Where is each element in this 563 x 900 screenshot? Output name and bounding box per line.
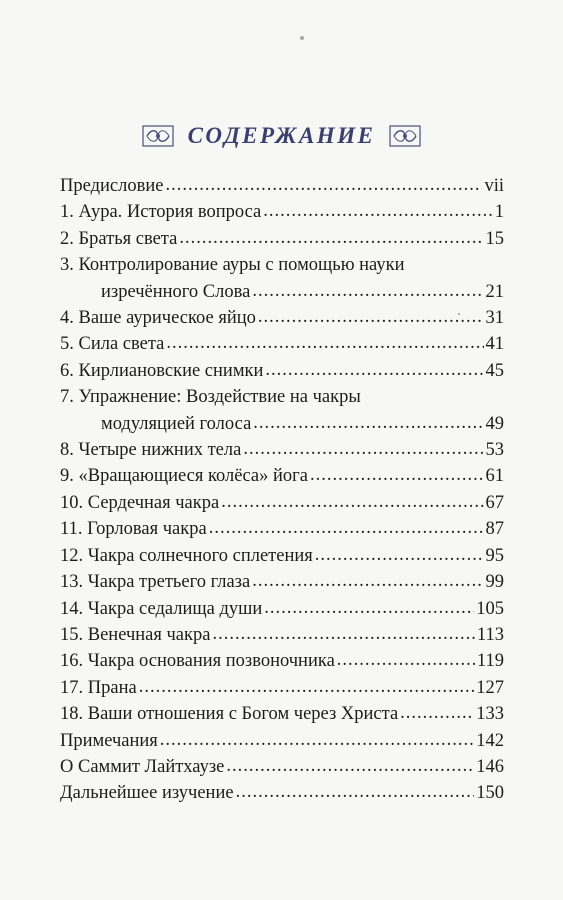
toc-entry-title: 13. Чакра третьего глаза xyxy=(60,572,251,593)
toc-entry-title: 15. Венечная чакра xyxy=(60,624,211,645)
toc-entry-page: 67 xyxy=(485,492,504,513)
toc-entry[interactable] xyxy=(60,543,504,569)
toc-entry[interactable] xyxy=(60,780,504,806)
toc-entry[interactable] xyxy=(60,358,504,384)
toc-entry-page: 45 xyxy=(485,360,504,381)
toc-entry-title: 11. Горловая чакра xyxy=(60,519,207,540)
toc-entry-page: 49 xyxy=(485,413,504,434)
dot-leader xyxy=(337,647,475,673)
dot-leader xyxy=(315,542,484,568)
dot-leader xyxy=(400,700,474,726)
dot-leader xyxy=(310,462,484,488)
toc-entry-title: Дальнейшее изучение xyxy=(60,783,234,804)
toc-entry-title: 9. «Вращающиеся колёса» йога xyxy=(60,466,308,487)
toc-entry-title: 17. Прана xyxy=(60,677,137,698)
toc-entry[interactable] xyxy=(60,648,504,674)
toc-entry-page: 87 xyxy=(485,519,504,540)
dot-leader xyxy=(212,621,474,647)
toc-entry-page: 113 xyxy=(476,624,504,645)
contents-title: СОДЕРЖАНИЕ xyxy=(187,123,376,148)
dot-leader xyxy=(166,330,483,356)
toc-entry-page: 31 xyxy=(485,308,504,329)
dot-leader xyxy=(160,727,474,753)
toc-entry-page: 99 xyxy=(485,572,504,593)
toc-entry[interactable] xyxy=(60,622,504,648)
toc-entry-title: Предисловие xyxy=(60,176,164,196)
toc-entry-title: 18. Ваши отношения с Богом через Христа xyxy=(60,704,399,725)
toc-entry[interactable] xyxy=(60,701,504,727)
toc-entry-title: 10. Сердечная чакра xyxy=(60,492,220,513)
toc-entry-page: 105 xyxy=(476,598,504,619)
dot-leader xyxy=(252,278,483,304)
toc-entry-page: 41 xyxy=(485,334,504,355)
dot-leader xyxy=(209,515,484,541)
dot-leader xyxy=(265,357,483,383)
toc-entry-title: Примечания xyxy=(60,730,158,751)
toc-entry-page: 127 xyxy=(476,677,504,698)
toc-entry-first-line[interactable]: 3. Контролирование ауры с помощью науки xyxy=(60,255,405,276)
print-speck xyxy=(300,36,304,40)
toc-entry-page: 119 xyxy=(476,651,504,672)
toc-entry[interactable] xyxy=(60,569,504,595)
toc-entry[interactable] xyxy=(60,728,504,754)
toc-entry-title: 2. Братья света xyxy=(60,228,178,249)
dot-leader xyxy=(139,674,475,700)
toc-entry[interactable] xyxy=(60,675,504,701)
toc-entry-title: 1. Аура. История вопроса xyxy=(60,202,262,223)
toc-entry-title: 5. Сила света xyxy=(60,334,165,355)
toc-entry[interactable] xyxy=(60,331,504,357)
right-ornament-icon xyxy=(389,125,421,147)
dot-leader xyxy=(226,753,474,779)
toc-entry-page: 95 xyxy=(485,545,504,566)
toc-entry-title: 14. Чакра седалища души xyxy=(60,598,263,619)
dot-leader xyxy=(221,489,483,515)
toc-entry[interactable] xyxy=(60,516,504,542)
contents-heading xyxy=(0,118,563,154)
toc-entry-page: 133 xyxy=(476,704,504,725)
toc-entry-page: 1 xyxy=(494,202,504,223)
table-of-contents xyxy=(60,173,504,807)
dot-leader xyxy=(258,304,484,330)
toc-entry-title: 16. Чакра основания позвоночника xyxy=(60,651,335,672)
toc-entry-title: 4. Ваше аурическое яйцо xyxy=(60,308,256,329)
toc-entry[interactable] xyxy=(60,490,504,516)
toc-entry[interactable] xyxy=(60,411,504,437)
dot-leader xyxy=(253,410,483,436)
toc-entry[interactable] xyxy=(60,463,504,489)
toc-entry-first-line[interactable]: 7. Упражнение: Воздействие на чакры xyxy=(60,387,361,408)
toc-entry[interactable] xyxy=(60,173,504,199)
toc-entry-title: 12. Чакра солнечного сплетения xyxy=(60,545,313,566)
toc-entry-page: 21 xyxy=(485,281,504,302)
toc-entry[interactable] xyxy=(60,596,504,622)
toc-entry-page: 142 xyxy=(476,730,504,751)
toc-entry[interactable] xyxy=(60,754,504,780)
toc-entry-page: 15 xyxy=(485,228,504,249)
toc-entry-title: модуляцией голоса xyxy=(101,413,252,434)
dot-leader xyxy=(179,225,483,251)
toc-entry[interactable] xyxy=(60,226,504,252)
toc-entry[interactable] xyxy=(60,279,504,305)
toc-entry-page: 61 xyxy=(485,466,504,487)
left-ornament-icon xyxy=(142,125,174,147)
print-speck xyxy=(458,313,460,315)
dot-leader xyxy=(165,172,482,198)
toc-entry-title: 8. Четыре нижних тела xyxy=(60,440,242,461)
dot-leader xyxy=(264,595,474,621)
toc-entry-page: 53 xyxy=(485,440,504,461)
toc-entry-title: О Саммит Лайтхаузе xyxy=(60,756,225,777)
toc-entry-title: изречённого Слова xyxy=(101,281,251,302)
toc-entry-page: 150 xyxy=(476,783,504,804)
dot-leader xyxy=(252,568,483,594)
dot-leader xyxy=(236,779,475,805)
toc-entry-title: 6. Кирлиановские снимки xyxy=(60,360,264,381)
toc-entry-page: vii xyxy=(484,176,504,196)
toc-entry[interactable] xyxy=(60,199,504,225)
toc-entry[interactable] xyxy=(60,437,504,463)
toc-entry-page: 146 xyxy=(476,756,504,777)
dot-leader xyxy=(243,436,483,462)
dot-leader xyxy=(263,198,493,224)
toc-entry[interactable] xyxy=(60,305,504,331)
